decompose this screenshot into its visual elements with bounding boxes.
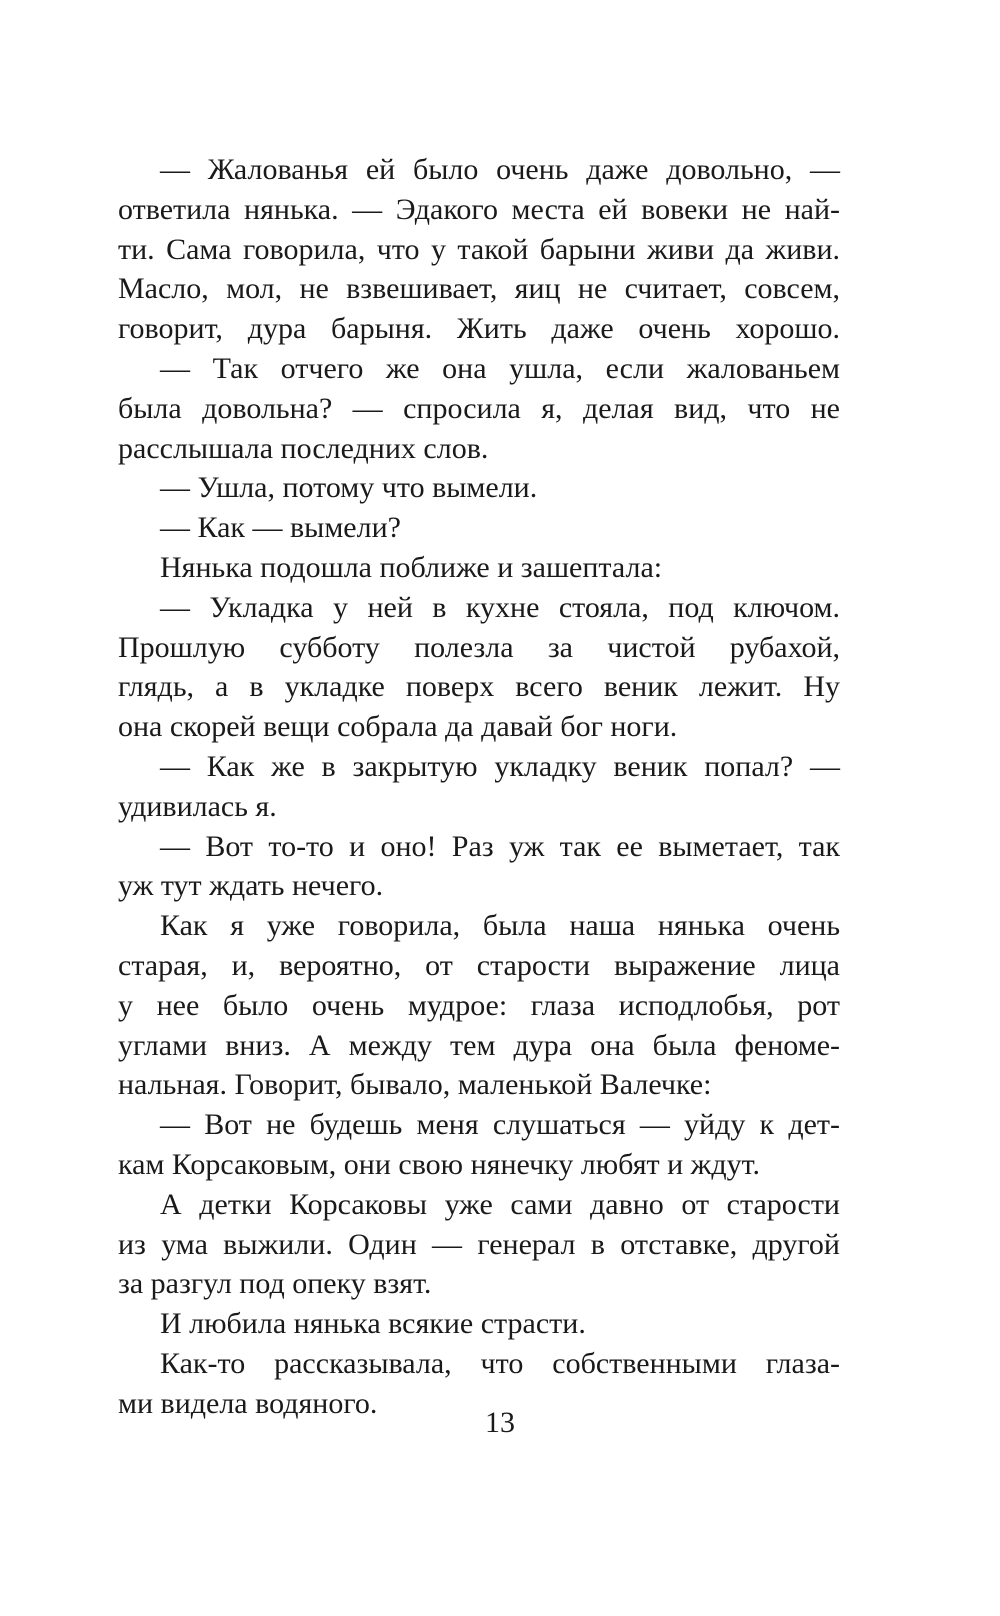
text-line: Как я уже говорила, была наша нянька очень <box>160 909 840 943</box>
text-line: говорит, дура барыня. Жить даже очень хорошо. <box>118 312 840 346</box>
text-line: Прошлую субботу полезла за чистой рубахой, <box>118 630 840 664</box>
text-line: — Как же в закрытую укладку веник попал? — <box>160 749 840 783</box>
text-line: А детки Корсаковы уже сами давно от старости <box>160 1187 840 1221</box>
text-line: Как-то рассказывала, что собственными глаза- <box>160 1346 840 1380</box>
text-line: — Ушла, потому что вымели. <box>160 471 538 505</box>
text-line: — Жалованья ей было очень даже довольно, — <box>160 153 840 186</box>
text-line: расслышала последних слов. <box>118 431 489 465</box>
text-line: — Так отчего же она ушла, если жалованьем <box>160 351 840 385</box>
text-line: она скорей вещи собрала да давай бог ноги. <box>118 710 678 744</box>
text-line: — Укладка у ней в кухне стояла, под ключом. <box>160 590 840 624</box>
text-line: глядь, а в укладке поверх всего веник лежит. Ну <box>118 670 840 704</box>
text-line: ти. Сама говорила, что у такой барыни живи да живи. <box>118 232 840 266</box>
text-line: Масло, мол, не взвешивает, яиц не считает, совсем, <box>118 272 840 306</box>
text-line: у нее было очень мудрое: глаза исподлобья, рот <box>118 988 840 1022</box>
text-line: — Вот не будешь меня слушаться — уйду к дет- <box>160 1108 840 1142</box>
text-line: уж тут ждать нечего. <box>118 869 384 903</box>
text-line: кам Корсаковым, они свою нянечку любят и ждут. <box>118 1147 761 1181</box>
text-line: И любила нянька всякие страсти. <box>160 1307 586 1341</box>
text-line: ми видела водяного. <box>118 1386 378 1420</box>
text-line: из ума выжили. Один — генерал в отставке, другой <box>118 1227 840 1261</box>
text-line: — Вот то-то и оно! Раз уж так ее выметает, так <box>160 829 840 863</box>
text-line: за разгул под опеку взят. <box>118 1267 432 1301</box>
text-line: углами вниз. А между тем дура она была феноме- <box>118 1028 840 1062</box>
text-line: удивилась я. <box>118 789 277 823</box>
page-number: 13 <box>485 1406 515 1439</box>
page-text <box>118 150 840 1424</box>
text-line: ответила нянька. — Эдакого места ей вовеки не най- <box>118 192 840 226</box>
text-line: — Как — вымели? <box>160 511 401 545</box>
text-line: старая, и, вероятно, от старости выражение лица <box>118 948 840 982</box>
text-line: Нянька подошла поближе и зашептала: <box>160 550 663 584</box>
text-line: была довольна? — спросила я, делая вид, что не <box>118 391 840 425</box>
text-line: нальная. Говорит, бывало, маленькой Валечке: <box>118 1068 712 1102</box>
